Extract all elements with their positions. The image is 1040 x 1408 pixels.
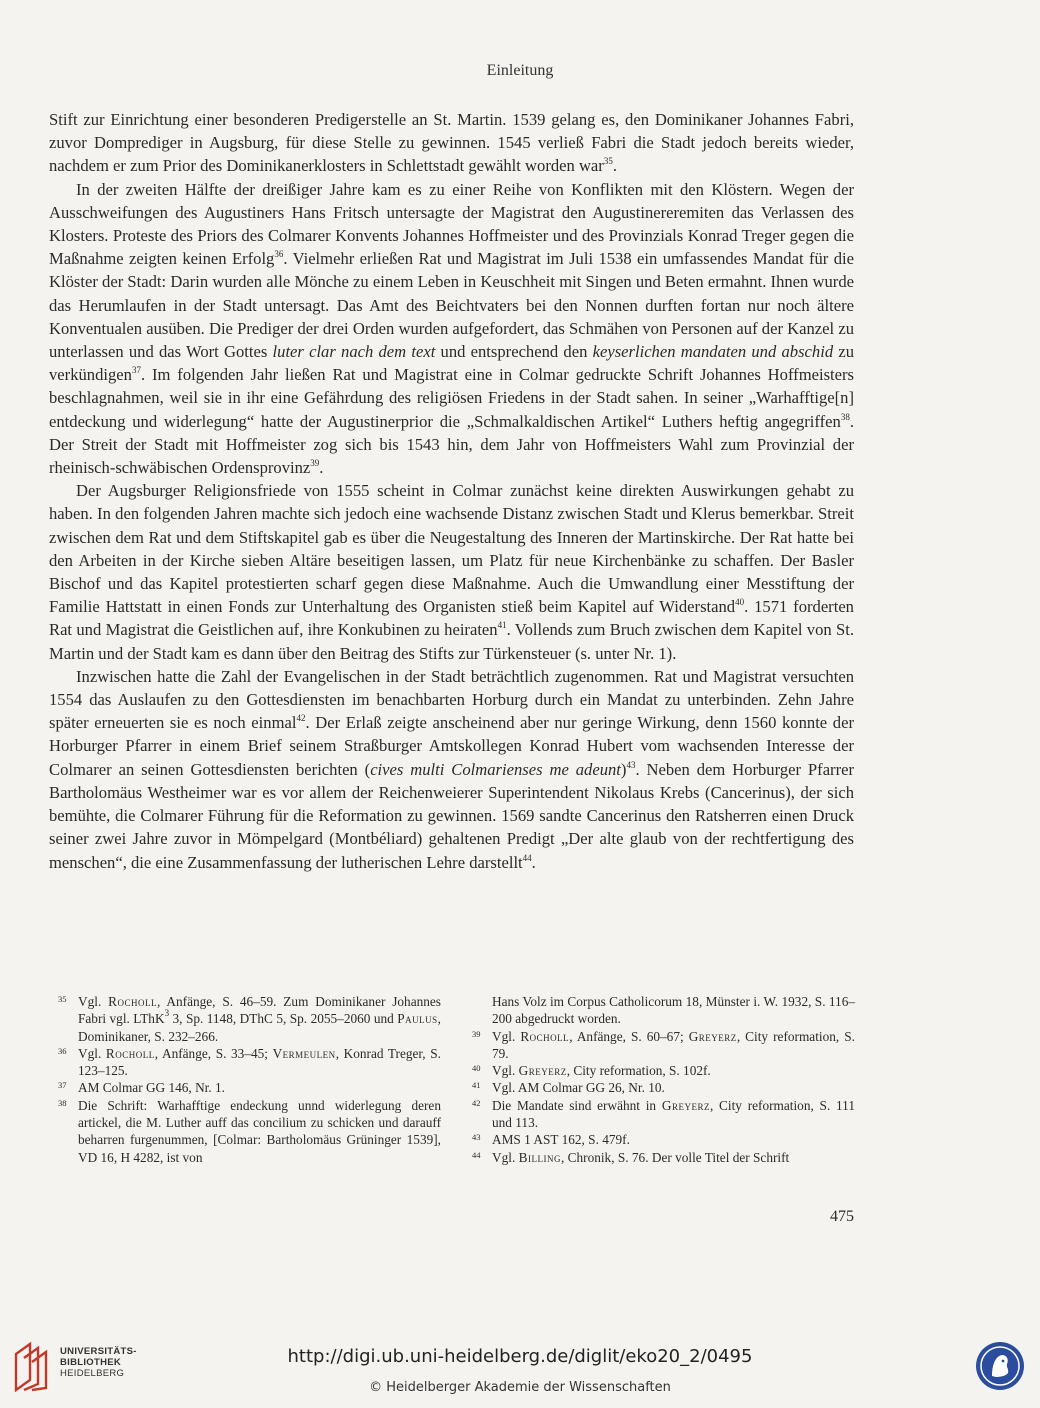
text-run: 3, Sp. 1148, DThC 5, Sp. 2055–2060 und xyxy=(169,1011,398,1027)
text-run: Vgl. xyxy=(78,1045,106,1061)
footnote xyxy=(472,1028,855,1063)
footnote-number: 36 xyxy=(58,1045,67,1056)
footnote-number: 38 xyxy=(58,1097,67,1108)
author-name: Rocholl xyxy=(520,1028,570,1044)
text-run: Der Augsburger Religionsfriede von 1555 scheint in Colmar zunächst keine direkten Auswirkungen gehabt zu haben. In den folgenden Jahren machte sich jedoch eine wachsende Distanz zwischen Stadt und Klerus bemerkbar. Streit zwischen dem Rat und dem Stiftskapitel gab es über die Neugestaltung des Inneren der Martinskirche. Der Rat hatte bei den Arbeiten in der Kirche sieben Altäre beseitigen lassen, um Platz für neue Kirchenbänke zu schaffen. Der Basler Bischof und das Kapitel protestierten scharf gegen diese Maßnahme. Auch die Umwandlung einer Messtiftung der Familie Hattstatt in einen Fonds zur Unterhaltung des Organisten stieß beim Kapitel auf Widerstand xyxy=(49,481,854,617)
text-run: . xyxy=(319,458,324,478)
permalink xyxy=(0,1346,1040,1367)
text-run: , Anfänge, S. 60–67; xyxy=(569,1028,689,1044)
text-run: Stift zur Einrichtung einer besonderen Predigerstelle an St. Martin. 1539 gelang es, den Dominikaner Johannes Fabri, zuvor Domprediger in Augsburg, für diese Stelle zu gewinnen. 1545 verließ Fabri die Stadt jedoch bereits wieder, nachdem er zum Prior des Dominikanerklosters in Schlettstadt gewählt worden war xyxy=(49,110,854,176)
paragraph xyxy=(49,108,854,178)
academy-seal-icon xyxy=(974,1340,1026,1392)
paragraph xyxy=(49,479,854,665)
text-run: Die Schrift: Warhafftige endeckung unnd widerlegung deren artickel, die M. Luther auff das concilium zu schicken und darauff beharren furgenummen, [Colmar: Bartholomäus Grüninger 1539], VD 16, H 4282, ist von xyxy=(78,1097,441,1165)
footnote-number: 42 xyxy=(472,1097,481,1108)
text-run: . Vollends zum Bruch zwischen dem Kapitel von St. Martin und der Stadt kam es dann über den Beitrag des Stifts zur Türkensteuer (s. unter Nr. 1). xyxy=(49,620,854,663)
footnote-number: 39 xyxy=(472,1028,481,1039)
footnote-ref[interactable]: 36 xyxy=(274,249,284,260)
text-run: . Vielmehr erließen Rat und Magistrat im Juli 1538 ein umfassendes Mandat für die Klöster der Stadt: Darin wurden alle Mönche zu einem Leben in Keuschheit mit Singen und Beten ermahnt. Ihnen wurde das Herumlaufen in der Stadt untersagt. Das Amt des Beichtvaters bei den Nonnen durften fortan nur noch ältere Konventualen ausüben. Die Prediger der drei Orden wurden aufgefordert, das Schmähen von Personen auf der Kanzel zu unterlassen und das Wort Gottes xyxy=(49,249,854,362)
text-run: . xyxy=(612,156,617,176)
footnote-ref[interactable]: 42 xyxy=(296,713,306,724)
text-run: . xyxy=(531,852,536,872)
text-run: , City reformation, S. 111 und 113. xyxy=(492,1097,855,1131)
paragraph xyxy=(49,178,854,480)
footnote-ref[interactable]: 35 xyxy=(603,156,613,167)
footnote-ref[interactable]: 37 xyxy=(131,365,141,376)
text-run: , Konrad Treger, S. 123–125. xyxy=(78,1045,441,1079)
footnote xyxy=(58,1097,441,1166)
text-run: . Im folgenden Jahr ließen Rat und Magistrat eine in Colmar gedruckte Schrift Johannes Hoffmeisters beschlagnahmen, weil sie in ihr eine Gefährdung des religiösen Friedens in der Stadt sahen. In seiner „Warhafftige[n] entdeckung und widerlegung“ hatte der Augustinerprior die „Schmalkaldischen Artikel“ Luthers heftig angegriffen xyxy=(49,365,854,431)
text-run: , City reformation, S. 79. xyxy=(492,1028,855,1061)
permalink-link[interactable]: http://digi.ub.uni-heidelberg.de/diglit/eko20_2/0495 xyxy=(287,1346,753,1367)
footnotes xyxy=(58,993,855,1166)
footnote-number: 40 xyxy=(472,1063,481,1074)
text-run: und entsprechend den xyxy=(435,342,593,362)
footnote xyxy=(472,1062,855,1079)
text-run: zu verkündigen xyxy=(49,342,855,385)
main-text xyxy=(49,108,854,874)
text-run: Vgl. xyxy=(492,1028,521,1044)
footnote xyxy=(472,1097,855,1132)
text-run: , Anfänge, S. 46–59. Zum Dominikaner Johannes Fabri vgl. LThK xyxy=(78,994,441,1027)
text-run: . Der Streit der Stadt mit Hoffmeister zog sich bis 1543 hin, dem Jahr von Hoffmeisters Wahl zum Provinzial der rheinisch-schwäbischen Ordensprovinz xyxy=(49,411,854,478)
text-run: . Neben dem Horburger Pfarrer Bartholomäus Westheimer war es vor allem der Reichenweierer Superintendent Nikolaus Krebs (Cancerinus), der sich bemühte, die Colmarer Führung für die Reformation zu gewinnen. 1569 sandte Cancerinus den Ratsherren einen Druck seiner zwei Jahre zuvor in Mömpelgard (Montbéliard) gehaltenen Predigt „Der alte glaub von der rechtfertigung des menschen“, die eine Zusammenfassung der lutherischen Lehre darstellt xyxy=(49,759,854,872)
footnote-ref[interactable]: 41 xyxy=(497,620,507,631)
text-run: In der zweiten Hälfte der dreißiger Jahre kam es zu einer Reihe von Konflikten mit den Klöstern. Wegen der Ausschweifungen des Augustiners Hans Fritsch untersagte der Magistrat den Augustinereremiten das Verlassen des Klosters. Proteste des Priors des Colmarer Konvents Johannes Hoffmeister und des Provinzials Konrad Treger gegen die Maßnahme zeigten keinen Erfolg xyxy=(49,179,854,269)
footnote xyxy=(472,1079,855,1096)
author-name: Greyerz xyxy=(661,1097,710,1113)
footnote-continuation: Hans Volz im Corpus Catholicorum 18, Münster i. W. 1932, S. 116–200 abgedruckt worden. xyxy=(492,994,855,1027)
footnote-ref[interactable]: 44 xyxy=(522,852,532,863)
text-run: Vgl. xyxy=(78,994,109,1009)
footnote-number: 41 xyxy=(472,1080,481,1091)
text-run: Vgl. xyxy=(492,1149,519,1165)
author-name: Rocholl xyxy=(108,994,157,1009)
footnote xyxy=(58,1079,441,1096)
running-head: Einleitung xyxy=(486,62,554,79)
text-run: Die Mandate sind erwähnt in xyxy=(492,1097,662,1113)
footnote-column-left xyxy=(58,993,441,1166)
author-name: Rocholl xyxy=(105,1045,155,1061)
footnote xyxy=(472,1149,855,1166)
text-run: , Chronik, S. 76. Der volle Titel der Schrift xyxy=(560,1149,790,1165)
text-run: , Dominikaner, S. 232–266. xyxy=(78,1011,441,1044)
footnote-number: 43 xyxy=(472,1132,481,1143)
edition-superscript: 3 xyxy=(164,1008,170,1019)
text-run: ) xyxy=(620,759,627,779)
footnote-ref[interactable]: 38 xyxy=(840,411,850,422)
quoted-text: keyserlichen mandaten und abschid xyxy=(592,342,834,362)
page-number: 475 xyxy=(830,1208,854,1225)
text-run: Vgl. AM Colmar GG 26, Nr. 10. xyxy=(492,1080,665,1096)
library-name-line: BIBLIOTHEK xyxy=(60,1357,122,1368)
viewer-footer xyxy=(0,1322,1040,1408)
library-name-line: UNIVERSITÄTS- xyxy=(60,1346,137,1357)
text-run: AMS 1 AST 162, S. 479f. xyxy=(492,1132,630,1148)
footnote-ref[interactable]: 39 xyxy=(310,458,320,469)
footnote xyxy=(472,1131,855,1148)
copyright-notice: © Heidelberger Akademie der Wissenschaften xyxy=(369,1380,671,1395)
text-run: Inzwischen hatte die Zahl der Evangelischen in der Stadt beträchtlich zugenommen. Rat und Magistrat versuchten 1554 das Auslaufen zu den Gottesdiensten im benachbarten Horburg durch ein Mandat zu unterbinden. Zehn Jahre später erneuerten sie es noch einmal xyxy=(49,666,854,733)
text-run: , Anfänge, S. 33–45; xyxy=(154,1045,273,1061)
author-name: Greyerz xyxy=(688,1028,737,1044)
text-run: . 1571 forderten Rat und Magistrat die Geistlichen auf, ihre Konkubinen zu heiraten xyxy=(49,597,854,640)
quoted-text: luter clar nach dem text xyxy=(272,342,436,362)
footnote-number: 37 xyxy=(58,1080,67,1091)
footnote-number: 35 xyxy=(58,994,67,1004)
footnote xyxy=(58,993,441,1045)
text-run: Vgl. xyxy=(492,1063,519,1079)
author-name: Vermeulen xyxy=(272,1045,336,1061)
quoted-text: cives multi Colmarienses me adeunt xyxy=(370,759,621,779)
footnote-ref[interactable]: 40 xyxy=(735,597,745,608)
author-name: Billing xyxy=(518,1149,561,1165)
footnote-column-right xyxy=(472,993,855,1166)
text-run: . Der Erlaß zeigte anscheinend aber nur geringe Wirkung, denn 1560 konnte der Horburger Pfarrer in einem Brief seinem Straßburger Amtskollegen Konrad Hubert vom wachsenden Interesse der Colmarer an seinen Gottesdiensten berichten ( xyxy=(49,713,854,779)
text-run: AM Colmar GG 146, Nr. 1. xyxy=(78,1080,225,1096)
library-name-line: HEIDELBERG xyxy=(60,1368,125,1379)
text-run: , City reformation, S. 102f. xyxy=(566,1063,711,1079)
footnote-number: 44 xyxy=(472,1149,481,1160)
footnote-ref[interactable]: 43 xyxy=(626,759,636,770)
footnote xyxy=(58,1045,441,1080)
author-name: Greyerz xyxy=(518,1063,567,1079)
author-name: Paulus xyxy=(397,1011,438,1027)
paragraph xyxy=(49,665,854,874)
